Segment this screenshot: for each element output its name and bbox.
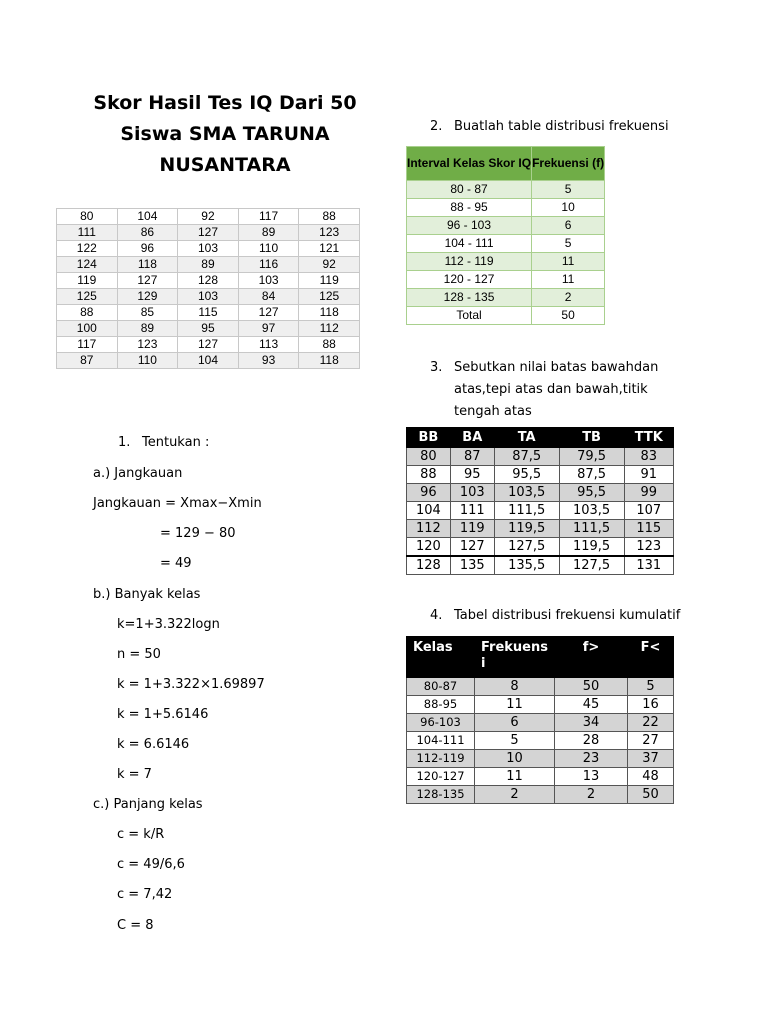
boundary-header-cell: TA [494,428,559,448]
banyak-kelas-step-1: k = 1+3.322×1.69897 [117,677,265,692]
banyak-kelas-result: k = 7 [117,767,152,782]
jangkauan-formula: Jangkauan = Xmax−Xmin [93,496,262,511]
boundary-cell: 115 [624,520,673,538]
frequency-row [407,253,605,271]
boundary-row [407,484,674,502]
raw-score-cell: 86 [117,225,178,241]
frequency-interval-cell: Total [407,307,532,325]
cumulative-cell: 2 [475,786,555,804]
boundary-cell: 79,5 [559,448,624,466]
cumulative-cell: 8 [475,678,555,696]
cumulative-cell: 23 [555,750,628,768]
title-line-2: Siswa SMA TARUNA [120,123,330,145]
raw-score-cell: 113 [238,337,299,353]
cumulative-cell: 50 [555,678,628,696]
raw-score-cell: 127 [178,225,239,241]
raw-score-cell: 127 [117,273,178,289]
question-3-line-2: atas,tepi atas dan bawah,titik [454,382,648,397]
banyak-kelas-formula: k=1+3.322logn [117,617,220,632]
cumulative-cell: 27 [628,732,674,750]
cumulative-cell: 112-119 [407,750,475,768]
frequency-interval-cell: 88 - 95 [407,199,532,217]
banyak-kelas-n: n = 50 [117,647,161,662]
raw-scores-row [57,209,360,225]
boundary-cell: 87,5 [494,448,559,466]
raw-score-cell: 116 [238,257,299,273]
boundary-cell: 128 [407,556,451,575]
boundary-cell: 91 [624,466,673,484]
frequency-row [407,271,605,289]
cumulative-cell: 28 [555,732,628,750]
frequency-value-cell: 5 [532,181,605,199]
jangkauan-result: = 49 [160,556,192,571]
raw-score-cell: 89 [238,225,299,241]
frequency-value-cell: 6 [532,217,605,235]
frequency-row [407,235,605,253]
raw-score-cell: 125 [57,289,118,305]
raw-score-cell: 124 [57,257,118,273]
boundary-cell: 87,5 [559,466,624,484]
cumulative-cell: 5 [628,678,674,696]
boundary-cell: 127,5 [559,556,624,575]
raw-score-cell: 121 [299,241,360,257]
frequency-row [407,199,605,217]
frequency-row [407,307,605,325]
title-line-1: Skor Hasil Tes IQ Dari 50 [93,92,357,114]
boundary-cell: 123 [624,538,673,557]
frequency-value-cell: 10 [532,199,605,217]
boundary-cell: 112 [407,520,451,538]
boundary-row [407,448,674,466]
banyak-kelas-heading: b.) Banyak kelas [93,587,201,602]
frequency-table [406,146,605,325]
raw-score-cell: 127 [178,337,239,353]
question-1-text: Tentukan : [142,435,210,450]
class-boundaries-table [406,427,674,575]
frequency-row [407,289,605,307]
frequency-value-cell: 5 [532,235,605,253]
raw-score-cell: 84 [238,289,299,305]
boundary-cell: 103,5 [559,502,624,520]
cumulative-cell: 13 [555,768,628,786]
boundary-cell: 131 [624,556,673,575]
question-2 [430,118,669,136]
boundary-cell: 120 [407,538,451,557]
raw-score-cell: 97 [238,321,299,337]
frequency-row [407,181,605,199]
raw-score-cell: 92 [178,209,239,225]
cumulative-row [407,786,674,804]
cumulative-cell: 11 [475,696,555,714]
raw-score-cell: 110 [238,241,299,257]
frequency-interval-cell: 80 - 87 [407,181,532,199]
cumulative-cell: 128-135 [407,786,475,804]
panjang-kelas-step-1: c = 49/6,6 [117,857,185,872]
raw-score-cell: 117 [238,209,299,225]
raw-scores-row [57,225,360,241]
boundary-header-cell: BB [407,428,451,448]
boundary-cell: 80 [407,448,451,466]
cumulative-cell: 11 [475,768,555,786]
raw-score-cell: 117 [57,337,118,353]
raw-score-cell: 100 [57,321,118,337]
question-3-line-1: Sebutkan nilai batas bawahdan [454,360,659,375]
boundary-cell: 95 [450,466,494,484]
cumulative-row [407,714,674,732]
cumulative-row [407,678,674,696]
raw-score-cell: 80 [57,209,118,225]
raw-score-cell: 118 [299,305,360,321]
cumulative-cell: 45 [555,696,628,714]
cumulative-cell: 22 [628,714,674,732]
cumulative-cell: 2 [555,786,628,804]
raw-score-cell: 111 [57,225,118,241]
panjang-kelas-heading: c.) Panjang kelas [93,797,203,812]
cumulative-cell: 5 [475,732,555,750]
frequency-value-cell: 2 [532,289,605,307]
question-3-line-3: tengah atas [454,404,532,419]
question-4-text: Tabel distribusi frekuensi kumulatif [454,608,681,623]
boundary-cell: 127,5 [494,538,559,557]
raw-score-cell: 118 [299,353,360,369]
raw-score-cell: 119 [57,273,118,289]
raw-score-cell: 128 [178,273,239,289]
raw-score-cell: 115 [178,305,239,321]
raw-score-cell: 103 [238,273,299,289]
raw-score-cell: 123 [117,337,178,353]
raw-score-cell: 87 [57,353,118,369]
cumulative-cell: 16 [628,696,674,714]
frequency-interval-cell: 128 - 135 [407,289,532,307]
cumulative-cell: 50 [628,786,674,804]
raw-score-cell: 93 [238,353,299,369]
boundary-cell: 135 [450,556,494,575]
frequency-value-cell: 11 [532,271,605,289]
boundary-cell: 107 [624,502,673,520]
question-1 [118,434,209,452]
banyak-kelas-step-2: k = 1+5.6146 [117,707,209,722]
frequency-interval-cell: 104 - 111 [407,235,532,253]
boundary-cell: 119 [450,520,494,538]
cumulative-cell: 34 [555,714,628,732]
freq-header-frequency: Frekuensi (f) [532,147,605,181]
raw-score-cell: 125 [299,289,360,305]
boundary-cell: 95,5 [494,466,559,484]
boundary-cell: 103 [450,484,494,502]
cumulative-row [407,696,674,714]
raw-scores-row [57,241,360,257]
cumulative-frequency-table [406,636,674,804]
frequency-interval-cell: 96 - 103 [407,217,532,235]
boundary-row [407,466,674,484]
boundary-cell: 111 [450,502,494,520]
boundary-header-cell: TB [559,428,624,448]
question-2-text: Buatlah table distribusi frekuensi [454,119,669,134]
boundary-cell: 127 [450,538,494,557]
cumulative-cell: 88-95 [407,696,475,714]
boundary-cell: 83 [624,448,673,466]
cumulative-row [407,750,674,768]
raw-score-cell: 122 [57,241,118,257]
boundary-row [407,556,674,575]
jangkauan-step: = 129 − 80 [160,526,236,541]
question-3 [430,357,658,423]
frequency-interval-cell: 120 - 127 [407,271,532,289]
cumulative-cell: 10 [475,750,555,768]
raw-score-cell: 103 [178,241,239,257]
boundary-cell: 111,5 [494,502,559,520]
question-2-number: 2. [430,119,443,134]
boundary-cell: 99 [624,484,673,502]
panjang-kelas-result: C = 8 [117,918,154,933]
raw-score-cell: 104 [178,353,239,369]
frequency-interval-cell: 112 - 119 [407,253,532,271]
raw-score-cell: 89 [117,321,178,337]
title-line-3: NUSANTARA [159,154,291,176]
raw-scores-row [57,337,360,353]
cumulative-header-frekuensi: Frekuens i [475,637,555,678]
boundary-cell: 104 [407,502,451,520]
raw-scores-row [57,289,360,305]
raw-scores-row [57,353,360,369]
raw-scores-row [57,305,360,321]
panjang-kelas-formula: c = k/R [117,827,165,842]
raw-score-cell: 127 [238,305,299,321]
boundary-row [407,520,674,538]
raw-score-cell: 88 [299,337,360,353]
raw-score-cell: 103 [178,289,239,305]
raw-score-cell: 119 [299,273,360,289]
raw-score-cell: 118 [117,257,178,273]
boundary-cell: 111,5 [559,520,624,538]
raw-score-cell: 110 [117,353,178,369]
cumulative-header-less-than: F< [628,637,674,678]
cumulative-row [407,768,674,786]
boundary-cell: 96 [407,484,451,502]
boundary-header-cell: BA [450,428,494,448]
page-title [60,88,390,181]
question-1-number: 1. [118,435,131,450]
cumulative-header-more-than: f> [555,637,628,678]
cumulative-cell: 104-111 [407,732,475,750]
boundary-header-cell: TTK [624,428,673,448]
boundary-cell: 135,5 [494,556,559,575]
raw-scores-row [57,321,360,337]
cumulative-cell: 96-103 [407,714,475,732]
raw-score-cell: 89 [178,257,239,273]
boundary-cell: 103,5 [494,484,559,502]
raw-score-cell: 88 [57,305,118,321]
boundary-cell: 87 [450,448,494,466]
frequency-row [407,217,605,235]
raw-score-cell: 112 [299,321,360,337]
cumulative-cell: 48 [628,768,674,786]
raw-scores-row [57,257,360,273]
boundary-row [407,538,674,557]
cumulative-header-kelas: Kelas [407,637,475,678]
jangkauan-heading: a.) Jangkauan [93,466,183,481]
cumulative-cell: 37 [628,750,674,768]
raw-score-cell: 95 [178,321,239,337]
raw-scores-row [57,273,360,289]
panjang-kelas-step-2: c = 7,42 [117,887,173,902]
raw-score-cell: 104 [117,209,178,225]
freq-header-interval: Interval Kelas Skor IQ [407,147,532,181]
cumulative-cell: 6 [475,714,555,732]
cumulative-row [407,732,674,750]
raw-scores-table [56,208,360,369]
boundary-cell: 95,5 [559,484,624,502]
frequency-value-cell: 11 [532,253,605,271]
boundary-cell: 119,5 [494,520,559,538]
raw-score-cell: 92 [299,257,360,273]
boundary-row [407,502,674,520]
question-4-number: 4. [430,608,443,623]
boundary-cell: 119,5 [559,538,624,557]
boundary-cell: 88 [407,466,451,484]
question-3-number: 3. [430,360,443,375]
raw-score-cell: 85 [117,305,178,321]
raw-score-cell: 123 [299,225,360,241]
banyak-kelas-step-3: k = 6.6146 [117,737,190,752]
raw-score-cell: 88 [299,209,360,225]
frequency-value-cell: 50 [532,307,605,325]
cumulative-cell: 120-127 [407,768,475,786]
question-4 [430,607,680,625]
cumulative-cell: 80-87 [407,678,475,696]
raw-score-cell: 96 [117,241,178,257]
raw-score-cell: 129 [117,289,178,305]
